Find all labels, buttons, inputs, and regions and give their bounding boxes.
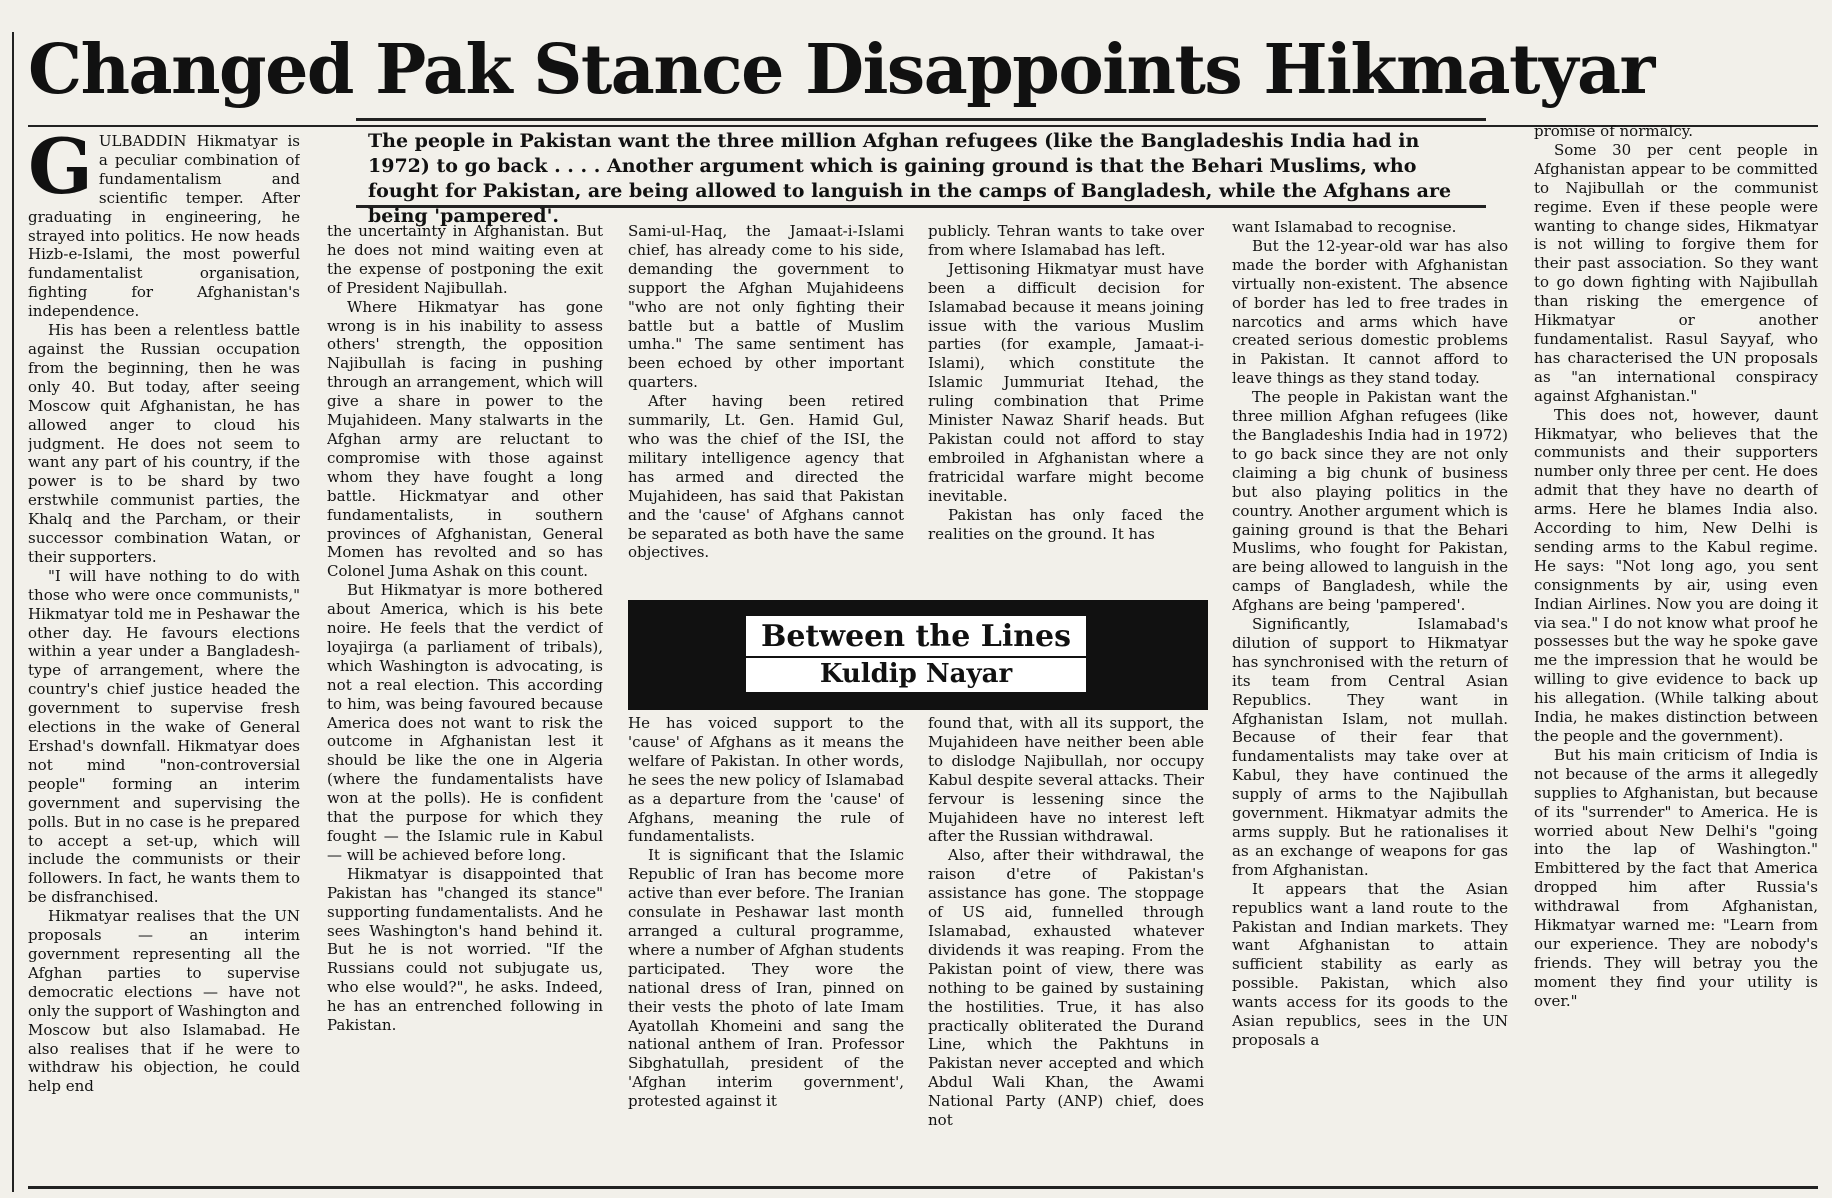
article-column-5 xyxy=(1232,218,1508,1184)
paragraph: It is significant that the Islamic Republic of Iran has become more active than ever before. The Iranian consulate in Peshawar last month arranged a cultural programme, where a number of Afghan students participated. They wore the national dress of Iran, pinned on their vests the photo of late Imam Ayatollah Khomeini and sang the national anthem of Iran. Professor Sibghatullah, president of the 'Afghan interim government', protested against it xyxy=(628,846,904,1111)
paragraph: Also, after their withdrawal, the raison d'etre of Pakistan's assistance has gone. The stoppage of US aid, funnelled through Islamabad, exhausted whatever dividends it was reaping. From the Pakistan point of view, there was nothing to be gained by sustaining the hostilities. True, it has also practically obliterated the Durand Line, which the Pakhtuns in Pakistan never accepted and which Abdul Wali Khan, the Awami National Party (ANP) chief, does not xyxy=(928,846,1204,1130)
paragraph: This does not, however, daunt Hikmatyar, who believes that the communists and their supporters number only three per cent. He does admit that they have no dearth of arms. Here he blames India also. According to him, New Delhi is sending arms to the Kabul regime. He says: "Not long ago, you sent consignments by air, using even Indian Airlines. Now you are doing it via sea." I do not know what proof he possesses but the way he spoke gave me the impression that he would be willing to give evidence to back up his allegation. (While talking about India, he makes distinction between the people and the government). xyxy=(1534,405,1818,745)
pull-quote: The people in Pakistan want the three million Afghan refugees (like the Bangladeshis India had in 1972) to go back . . . . Another argument which is gaining ground is that the Behari Muslims, who fought for Pakistan, are being allowed to languish in the camps of Bangladesh, while the Afghans are being 'pampered'. xyxy=(368,130,1452,227)
paragraph: promise of normalcy. xyxy=(1534,122,1693,140)
column-logo-panel xyxy=(746,616,1086,692)
paragraph: Sami-ul-Haq, the Jamaat-i-Islami chief, has already come to his side, demanding the government to support the Afghan Mujahideens "who are not only fighting their battle but a battle of Muslim umha." The same sentiment has been echoed by other important quarters. xyxy=(628,222,904,392)
paragraph: But his main criticism of India is not because of the arms it allegedly supplies to Afghanistan, but because of its "surrender" to America. He is worried about New Delhi's "going into the lap of Washington." Embittered by the fact that America dropped him after Russia's withdrawal from Afghanistan, Hikmatyar warned me: "Learn from our experience. They are nobody's friends. They will betray you the moment they find your utility is over." xyxy=(1534,745,1818,1010)
paragraph: After having been retired summarily, Lt. Gen. Hamid Gul, who was the chief of the ISI, the military intelligence agency that has armed and directed the Mujahideen, has said that Pakistan and the 'cause' of Afghans cannot be separated as both have the same objectives. xyxy=(628,392,904,562)
article-column-6 xyxy=(1534,122,1818,1184)
paragraph: Significantly, Islamabad's dilution of support to Hikmatyar has synchronised with the return of its team from Central Asian Republics. They want in Afghanistan Islam, not mullah. Because of their fear that fundamentalists may take over at Kabul, they have continued the supply of arms to the Najibullah government. Hikmatyar admits the arms supply. But he rationalises it as an exchange of weapons for gas from Afghanistan. xyxy=(1232,615,1508,879)
paragraph: want Islamabad to recognise. xyxy=(1232,218,1457,236)
column-logo-box xyxy=(628,600,1208,710)
paragraph: It appears that the Asian republics want a land route to the Pakistan and Indian markets. They want Afghanistan to attain sufficient stability as early as possible. Pakistan, which also wants access for its goods to the Asian republics, sees in the UN proposals a xyxy=(1232,879,1508,1049)
paragraph: The people in Pakistan want the three million Afghan refugees (like the Bangladeshis India had in 1972) to go back since they are not only claiming a big chunk of business but also playing politics in the country. Another argument which is gaining ground is that the Behari Muslims, who fought for Pakistan, are being allowed to languish in the camps of Bangladesh, while the Afghans are being 'pampered'. xyxy=(1232,388,1508,615)
article-column-3-bottom xyxy=(628,714,904,1184)
paragraph: Hikmatyar realises that the UN proposals — an interim government representing all the Afghan parties to supervise democratic elections — have not only the support of Washington and Moscow but also Islamabad. He also realises that if he were to withdraw his objection, he could help end xyxy=(28,907,300,1096)
paragraph: Jettisoning Hikmatyar must have been a difficult decision for Islamabad because it means joining issue with the various Muslim parties (for example, Jamaat-i-Islami), which constitute the Islamic Jummuriat Itehad, the ruling combination that Prime Minister Nawaz Sharif heads. But Pakistan could not afford to stay embroiled in Afghanistan where a fratricidal warfare might become inevitable. xyxy=(928,259,1204,505)
column-title: Between the Lines xyxy=(760,619,1072,654)
paragraph: ULBADDIN Hikmatyar is a peculiar combination of fundamentalism and scientific temper. After graduating in engineering, he strayed into politics. He now heads Hizb-e-Islami, the most powerful fundamentalist organisation, fighting for Afghanistan's independence. xyxy=(28,132,300,321)
page-edge-rule xyxy=(12,32,14,1192)
article-column-3-top xyxy=(628,222,904,590)
article-column-4-bottom xyxy=(928,714,1204,1184)
paragraph: "I will have nothing to do with those who were once communists," Hikmatyar told me in Peshawar the other day. He favours elections within a year under a Bangladesh-type of arrangement, where the country's chief justice headed the government to supervise fresh elections in the wake of General Ershad's downfall. Hikmatyar does not mind "non-controversial people" forming an interim government and supervising the polls. But in no case is he prepared to accept a set-up, which will include the communists or their followers. In fact, he wants them to be disfranchised. xyxy=(28,566,300,907)
column-author: Kuldip Nayar xyxy=(819,659,1013,689)
paragraph: found that, with all its support, the Mujahideen have neither been able to dislodge Najibullah, nor occupy Kabul despite several attacks. Their fervour is lessening since the Mujahideen have no interest left after the Russian withdrawal. xyxy=(928,714,1204,846)
paragraph: publicly. Tehran wants to take over from where Islamabad has left. xyxy=(928,222,1204,259)
article-column-4-top xyxy=(928,222,1204,590)
paragraph: He has voiced support to the 'cause' of Afghans as it means the welfare of Pakistan. In other words, he sees the new policy of Islamabad as a departure from the 'cause' of Afghans, meaning the rule of fundamentalists. xyxy=(628,714,904,846)
paragraph: His has been a relentless battle against the Russian occupation from the beginning, then he was only 40. But today, after seeing Moscow quit Afghanistan, he has allowed anger to cloud his judgment. He does not seem to want any part of his country, if the power is to be shard by two erstwhile communist parties, the Khalq and the Parcham, or their successor combination Watan, or their supporters. xyxy=(28,321,300,566)
paragraph: Some 30 per cent people in Afghanistan appear to be committed to Najibullah or the communist regime. Even if these people were wanting to change sides, Hikmatyar is not willing to forgive them for their past association. So they want to go down fighting with Najibullah than risking the emergence of Hikmatyar or another fundamentalist. Rasul Sayyaf, who has characterised the UN proposals as "an international conspiracy against Afghanistan." xyxy=(1534,140,1818,405)
bottom-rule xyxy=(28,1186,1818,1189)
paragraph: But Hikmatyar is more bothered about America, which is his bete noire. He feels that the verdict of loyajirga (a parliament of tribals), which Washington is advocating, is not a real election. This according to him, was being favoured because America does not want to risk the outcome in Afghanistan lest it should be like the one in Algeria (where the fundamentalists have won at the polls). He is confident that the purpose for which they fought — the Islamic rule in Kabul — will be achieved before long. xyxy=(327,581,603,864)
article-column-1 xyxy=(28,132,300,1184)
paragraph: But the 12-year-old war has also made the border with Afghanistan virtually non-existent. The absence of border has led to free trades in narcotics and arms which have created serious domestic problems in Pakistan. It cannot afford to leave things as they stand today. xyxy=(1232,236,1508,388)
paragraph: Hikmatyar is disappointed that Pakistan has "changed its stance" supporting fundamentalists. And he sees Washington's hand behind it. But he is not worried. "If the Russians could not subjugate us, who else would?", he asks. Indeed, he has an entrenched following in Pakistan. xyxy=(327,864,603,1035)
paragraph: Where Hikmatyar has gone wrong is in his inability to assess others' strength, the opposition Najibullah is facing in pushing through an arrangement, which will give a share in power to the Mujahideen. Many stalwarts in the Afghan army are reluctant to compromise with those against whom they have fought a long battle. Hickmatyar and other fundamentalists, in southern provinces of Afghanistan, General Momen has revolted and so has Colonel Juma Ashak on this count. xyxy=(327,297,603,581)
drop-cap: G xyxy=(28,132,93,211)
headline: Changed Pak Stance Disappoints Hikmatyar xyxy=(28,30,1654,110)
article-column-2 xyxy=(327,222,603,1184)
paragraph: the uncertainty in Afghanistan. But he does not mind waiting even at the expense of postponing the exit of President Najibullah. xyxy=(327,222,603,297)
paragraph: Pakistan has only faced the realities on the ground. It has xyxy=(928,505,1204,543)
